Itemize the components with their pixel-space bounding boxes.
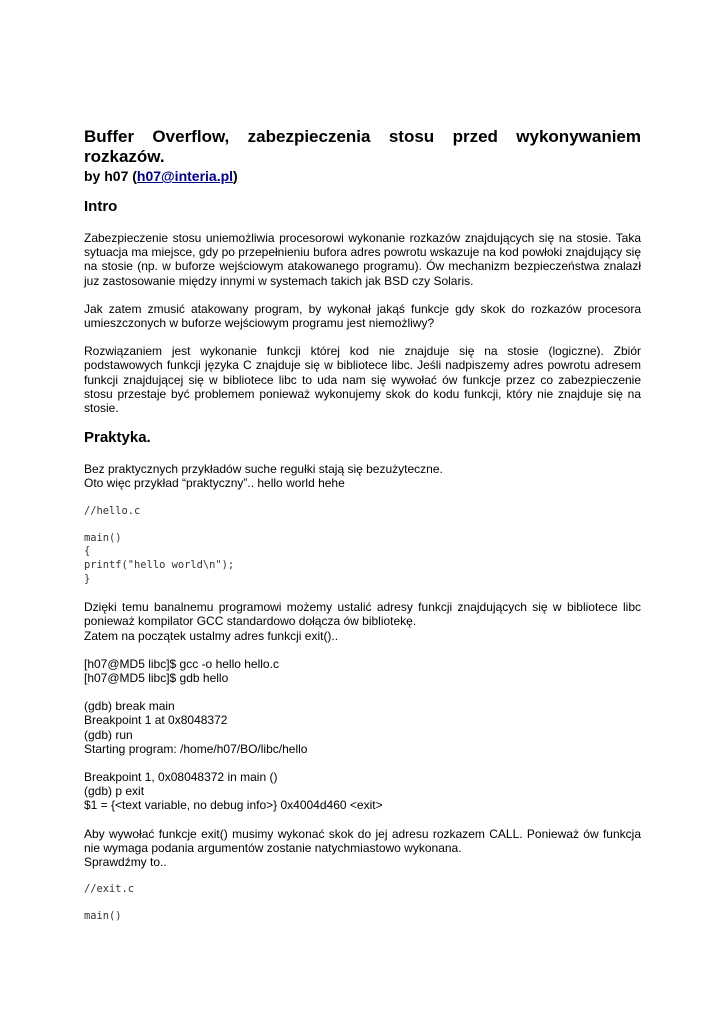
praktyka-intro-line: Oto więc przykład “praktyczny”.. hello world hehe (84, 476, 345, 491)
gdb-output-1 (84, 699, 641, 756)
code-line: { (84, 545, 91, 558)
code-line: } (84, 572, 91, 585)
gdb-line: (gdb) break main (84, 699, 175, 714)
code-line: printf("hello world\n"); (84, 559, 235, 572)
intro-paragraph-2: Jak zatem zmusić atakowany program, by wykonał jakąś funkcje gdy skok do rozkazów procesora umieszczonych w buforze wejściowym programu jest niemożliwy? (84, 301, 641, 331)
code-line: main() (84, 910, 122, 923)
gdb-line: Breakpoint 1, 0x08048372 in main () (84, 770, 278, 785)
gdb-line: Breakpoint 1 at 0x8048372 (84, 713, 228, 728)
hello-code-block (84, 505, 641, 587)
exit-code-block (84, 883, 641, 924)
code-blank-line (84, 518, 641, 532)
gdb-line: Starting program: /home/h07/BO/libc/hello (84, 741, 308, 756)
praktyka-heading: Praktyka. (84, 429, 151, 447)
code-comment: //hello.c (84, 504, 141, 517)
shell-line: [h07@MD5 libc]$ gcc -o hello hello.c (84, 656, 279, 671)
byline-prefix: by h07 ( (84, 168, 137, 184)
intro-heading: Intro (84, 198, 118, 215)
author-email-link[interactable]: h07@interia.pl (136, 168, 234, 184)
gdb-line: $1 = {<text variable, no debug info>} 0x4004d460 <exit> (84, 798, 383, 813)
exit-paragraph: Aby wywołać funkcje exit() musimy wykonać skok do jej adresu rozkazem CALL. Ponieważ ów funkcja nie wymaga podania argumentów zostanie natychmiastowo wykonana. (84, 826, 641, 855)
praktyka-intro-line: Bez praktycznych przykładów suche regułki stają się bezużyteczne. (84, 462, 443, 477)
shell-commands (84, 657, 641, 685)
author-byline (84, 168, 641, 185)
gdb-line: (gdb) run (84, 727, 133, 742)
byline-suffix: ) (233, 168, 238, 184)
document-title: Buffer Overflow, zabezpieczenia stosu przed wykonywaniem rozkazów. (84, 127, 641, 166)
exit-paragraph-last-line: Sprawdźmy to.. (84, 855, 167, 870)
document-content (84, 127, 641, 924)
intro-paragraph-3: Rozwiązaniem jest wykonanie funkcji której kod nie znajduje się na stosie (logiczne). Zbiór podstawowych funkcji języka C znajduje się w bibliotece libc. Jeśli nadpiszemy adres powrotu adresem funkcji znajdującej się w bibliotece libc to uda nam się wywołać ów funkcje przez co zabezpieczenie stosu przestaje być problemem ponieważ wykonujemy skok do kodu funkcji, który nie znajduje się na stosie. (84, 344, 641, 416)
shell-line: [h07@MD5 libc]$ gdb hello (84, 671, 229, 686)
libc-paragraph-last-line: Zatem na początek ustalmy adres funkcji exit().. (84, 628, 339, 643)
gdb-output-2 (84, 770, 641, 813)
code-blank-line (84, 897, 641, 911)
intro-paragraph-1: Zabezpieczenie stosu uniemożliwia procesorowi wykonanie rozkazów znajdujących się na stosie. Taka sytuacja ma miejsce, gdy po przepełnieniu bufora adres powrotu wskazuje na kod powłoki znajdujący się na stosie (np. w buforze wejściowym atakowanego programu). Ów mechanizm bezpieczeństwa znalazł juz zastosowanie między innymi w systemach takich jak BSD czy Solaris. (84, 231, 641, 288)
code-comment: //exit.c (84, 883, 135, 896)
praktyka-intro (84, 462, 641, 490)
gdb-line: (gdb) p exit (84, 784, 145, 799)
libc-paragraph: Dzięki temu banalnemu programowi możemy ustalić adresy funkcji znajdujących się w bibliotece libc ponieważ kompilator GCC standardowo dołącza ów bibliotekę. (84, 600, 641, 629)
code-line: main() (84, 531, 122, 544)
